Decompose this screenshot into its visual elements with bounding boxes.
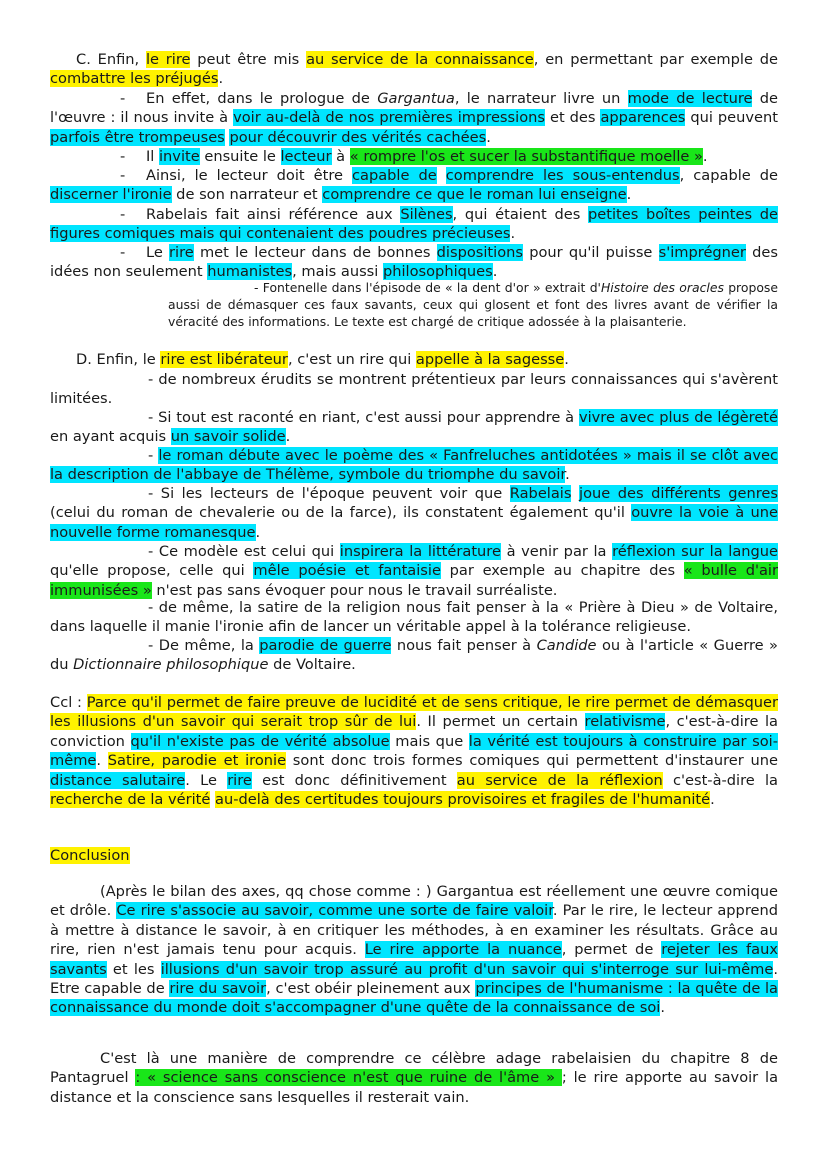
section-c-bullet-invite: - Il invite ensuite le lecteur à « rompre l'os et sucer la substantifique moelle ». <box>120 148 708 165</box>
section-c-bullet-prologue: - En effet, dans le prologue de Gargantua, le narrateur livre un mode de lecture de l'œuvre : il nous invite à voir au-delà de nos premières impressions et des apparences qui peuvent parfois être trompeuses pour découvrir des vérités cachées. <box>50 90 779 146</box>
section-d-intro: D. Enfin, le rire est libérateur, c'est un rire qui appelle à la sagesse. <box>76 351 569 368</box>
section-d-priere: - de même, la satire de la religion nous fait penser à la « Prière à Dieu » de Voltaire, dans laquelle il manie l'ironie afin de lancer un véritable appel à la tolérance religieuse. <box>50 599 778 636</box>
section-d-genres: - Si les lecteurs de l'époque peuvent voir que Rabelais joue des différents genres (celui du roman de chevalerie ou de la farce), ils constatent également qu'il ouvre la voie à une nouvelle forme romanesque. <box>50 485 779 541</box>
fontenelle-note: - Fontenelle dans l'épisode de « la dent d'or » extrait d'Histoire des oracles propose aussi de démasquer ces faux savants, ceux qui glosent et font des livres avant de vérifier la véracité des informations. Le texte est chargé de critique adossée à la plaisanterie. <box>168 280 778 329</box>
section-d-erudits: - de nombreux érudits se montrent prétentieux par leurs connaissances qui s'avèrent limitées. <box>50 371 778 408</box>
section-d-legerete: - Si tout est raconté en riant, c'est aussi pour apprendre à vivre avec plus de légèreté en ayant acquis un savoir solide. <box>50 409 778 446</box>
section-d-parodie: - De même, la parodie de guerre nous fait penser à Candide ou à l'article « Guerre » du Dictionnaire philosophique de Voltaire. <box>50 637 778 674</box>
section-c-bullet-silenes: - Rabelais fait ainsi référence aux Silènes, qui étaient des petites boîtes peintes de figures comiques mais qui contenaient des poudres précieuses. <box>50 206 778 243</box>
section-c-bullet-rire: - Le rire met le lecteur dans de bonnes dispositions pour qu'il puisse s'imprégner des idées non seulement humanistes, mais aussi philosophiques. <box>50 244 778 281</box>
section-d-modele: - Ce modèle est celui qui inspirera la littérature à venir par la réflexion sur la langue qu'elle propose, celle qui mêle poésie et fantaisie par exemple au chapitre des « bulle d'air immunisées » n'est pas sans évoquer pour nous le travail surréaliste. <box>50 543 779 599</box>
section-d-fanfreluches: - le roman débute avec le poème des « Fanfreluches antidotées » mais il se clôt avec la description de l'abbaye de Thélème, symbole du triomphe du savoir. <box>50 447 778 484</box>
conclusion-paragraph-2: C'est là une manière de comprendre ce célèbre adage rabelaisien du chapitre 8 de Pantagruel : « science sans conscience n'est que ruine de l'âme » ; le rire apporte au savoir la distance et la conscience sans lesquelles il resterait vain. <box>50 1050 779 1106</box>
conclusion-title: Conclusion <box>50 847 130 864</box>
section-c-intro: C. Enfin, le rire peut être mis au service de la connaissance, en permettant par exemple de combattre les préjugés. <box>50 51 778 88</box>
section-c-bullet-ainsi: - Ainsi, le lecteur doit être capable de comprendre les sous-entendus, capable de discerner l'ironie de son narrateur et comprendre ce que le roman lui enseigne. <box>50 167 778 204</box>
ccl-paragraph: Ccl : Parce qu'il permet de faire preuve de lucidité et de sens critique, le rire permet de démasquer les illusions d'un savoir qui serait trop sûr de lui. Il permet un certain relativisme, c'est-à-dire la conviction qu'il n'existe pas de vérité absolue mais que la vérité est toujours à construire par soi-même. Satire, parodie et ironie sont donc trois formes comiques qui permettent d'instaurer une distance salutaire. Le rire est donc définitivement au service de la réflexion c'est-à-dire la recherche de la vérité au-delà des certitudes toujours provisoires et fragiles de l'humanité. <box>50 694 778 809</box>
conclusion-paragraph-1: (Après le bilan des axes, qq chose comme : ) Gargantua est réellement une œuvre comique et drôle. Ce rire s'associe au savoir, comme une sorte de faire valoir. Par le rire, le lecteur apprend à mettre à distance le savoir, à en critiquer les méthodes, à en examiner les résultats. Grâce au rire, rien n'est jamais tenu pour acquis. Le rire apporte la nuance, permet de rejeter les faux savants et les illusions d'un savoir trop assuré au profit d'un savoir qui s'interroge sur lui-même. Etre capable de rire du savoir, c'est obéir pleinement aux principes de l'humanisme : la quête de la connaissance du monde doit s'accompagner d'une quête de la connaissance de soi. <box>50 883 779 1017</box>
